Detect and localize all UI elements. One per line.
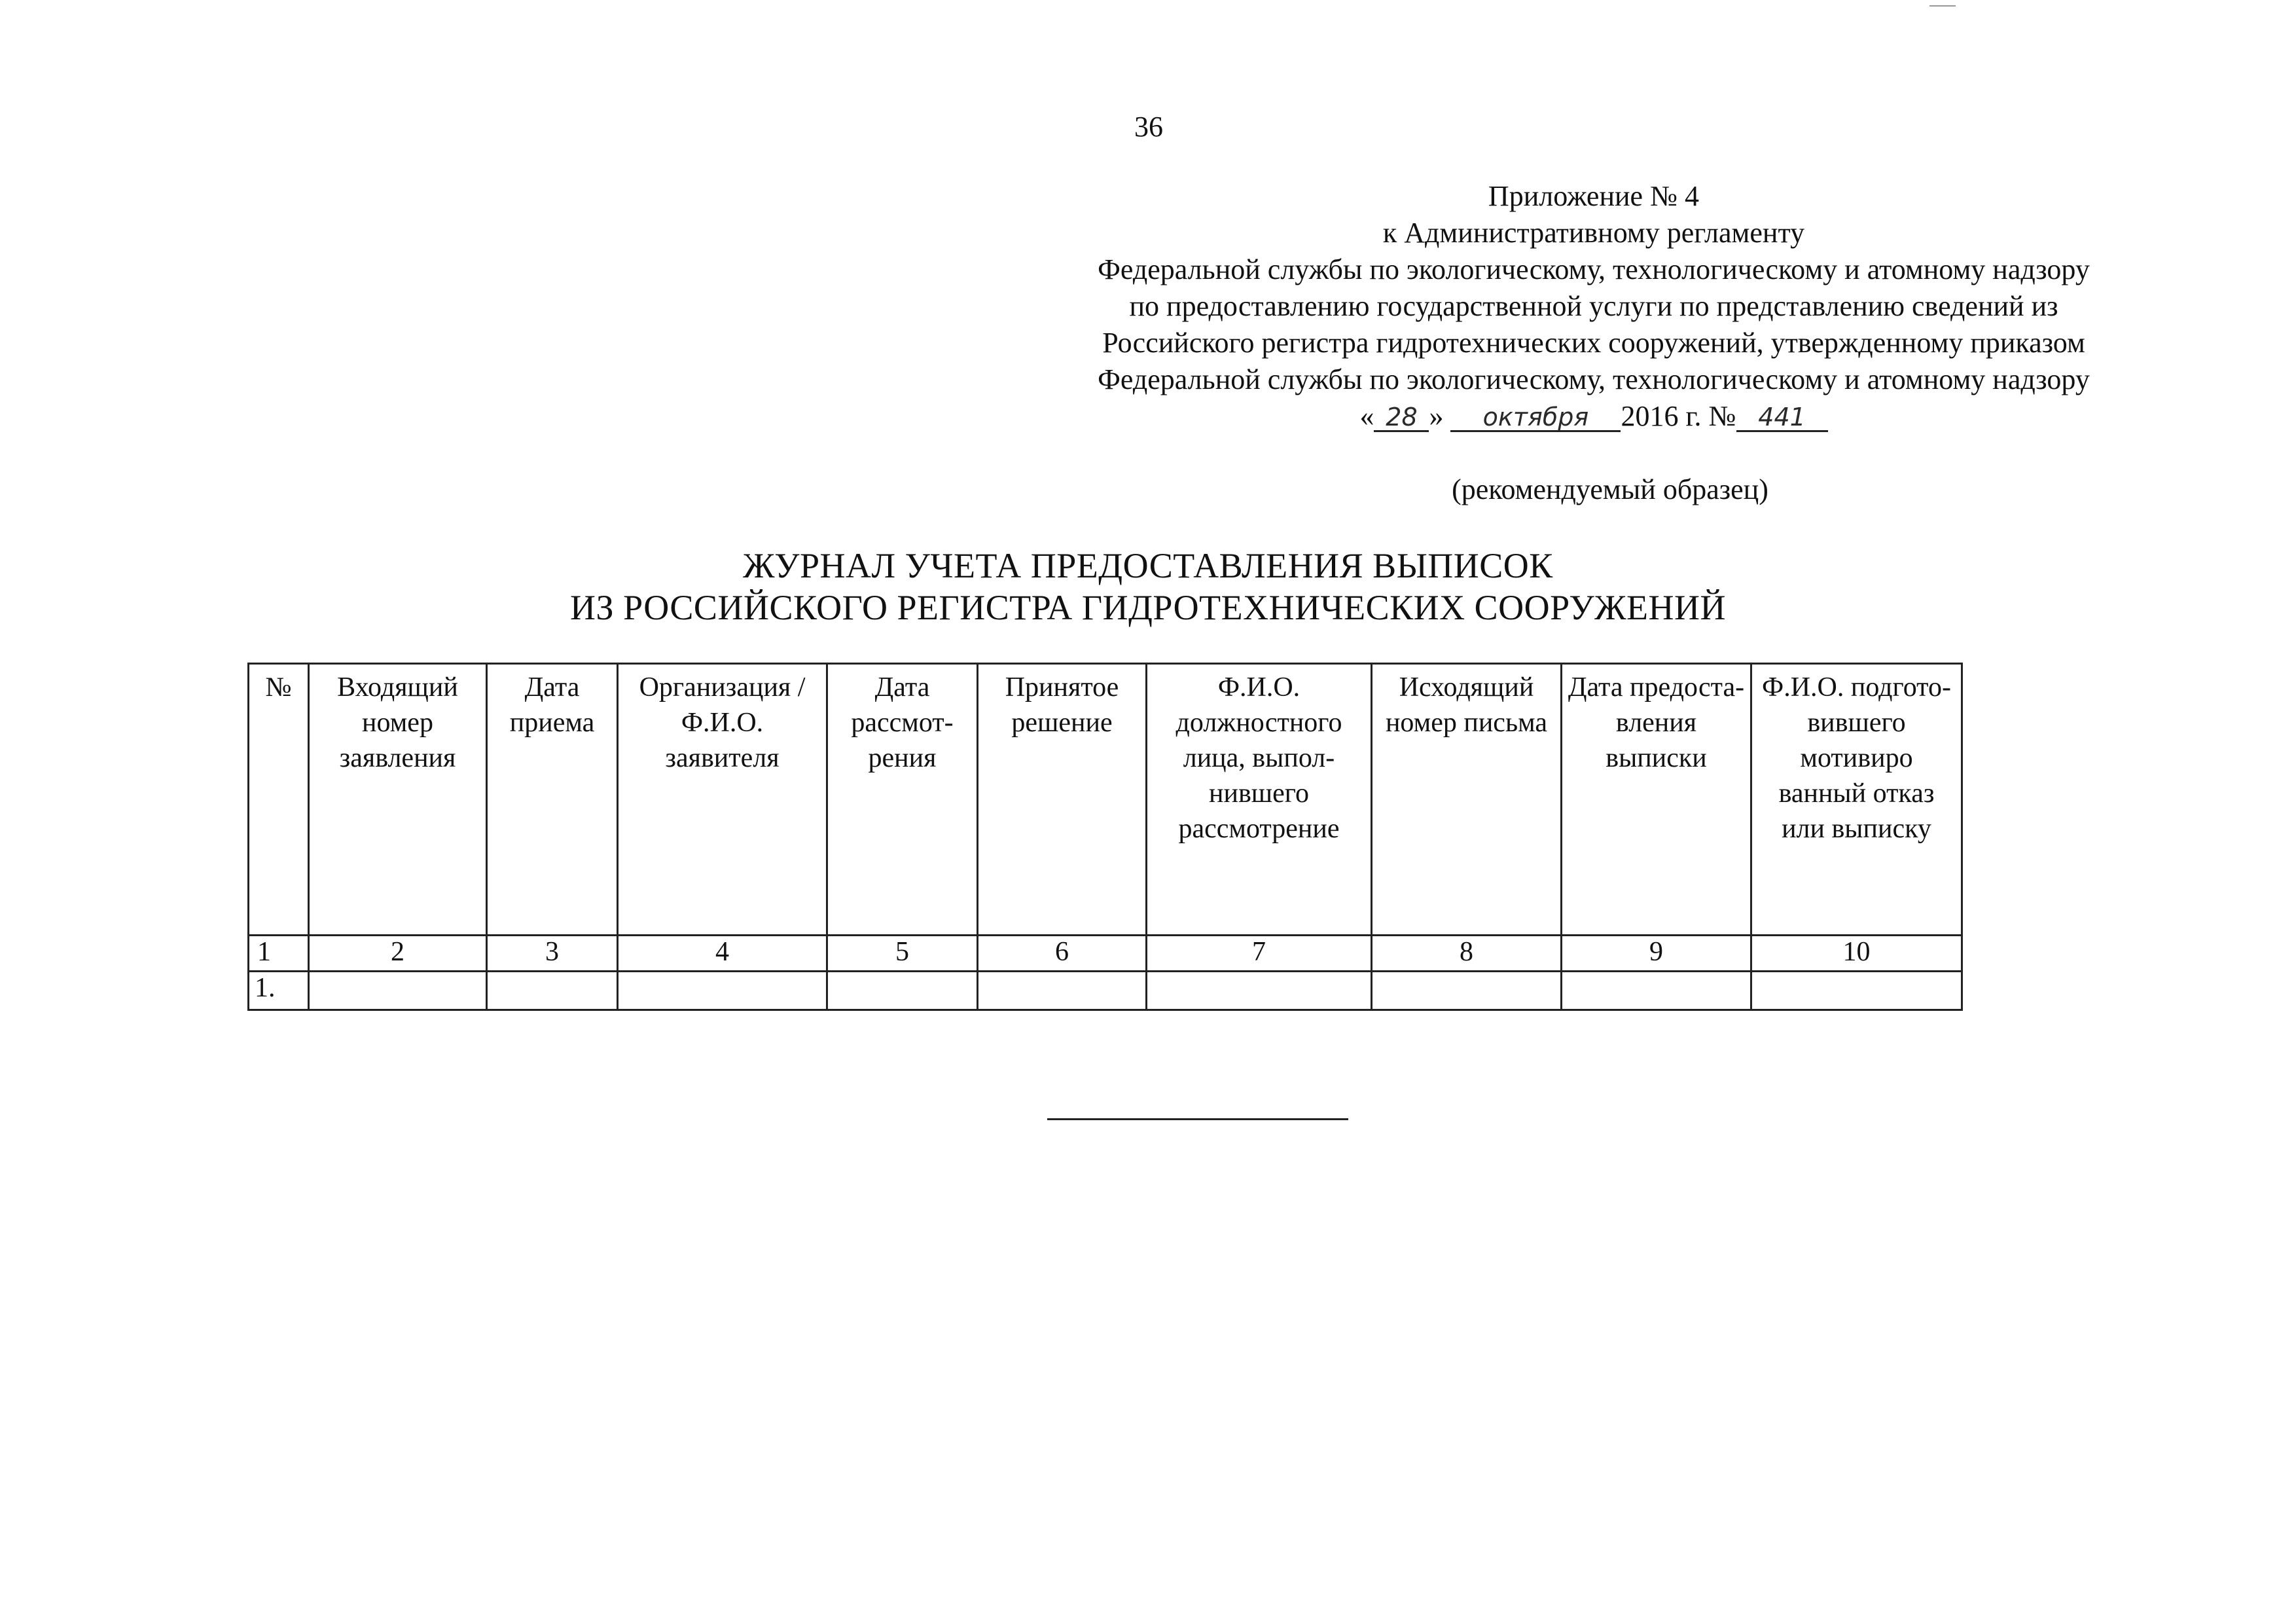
scan-corner-mark [1929, 5, 1956, 7]
table-cell [1562, 972, 1751, 1010]
appendix-line-5: Российского регистра гидротехнических сооружений, утвержденному приказом [1102, 327, 2085, 359]
column-number: 9 [1562, 936, 1751, 972]
column-number-row [249, 936, 1962, 972]
column-number: 4 [618, 936, 827, 972]
header-outgoing-number: Исходящий номер письма [1372, 664, 1562, 936]
table-cell [618, 972, 827, 1010]
column-number: 2 [309, 936, 487, 972]
appendix-line-4: по предоставлению государственной услуги по представлению сведений из [1129, 290, 2058, 322]
header-official: Ф.И.О. должностного лица, выпол-нившего рассмотрение [1147, 664, 1372, 936]
table-cell [827, 972, 978, 1010]
header-applicant: Организация /Ф.И.О. заявителя [618, 664, 827, 936]
table-cell [309, 972, 487, 1010]
header-incoming-number: Входящий номер заявления [309, 664, 487, 936]
column-number: 8 [1372, 936, 1562, 972]
appendix-line-6: Федеральной службы по экологическому, технологическому и атомному надзору [1098, 363, 2090, 395]
header-issue-date: Дата предоста-вления выписки [1562, 664, 1751, 936]
table-cell [487, 972, 618, 1010]
table-cell [1372, 972, 1562, 1010]
header-receipt-date: Дата приема [487, 664, 618, 936]
column-number: 7 [1147, 936, 1372, 972]
appendix-line-1: Приложение № 4 [1488, 180, 1700, 212]
title-line-1: ЖУРНАЛ УЧЕТА ПРЕДОСТАВЛЕНИЯ ВЫПИСОК [743, 546, 1553, 585]
header-decision: Принятое решение [978, 664, 1147, 936]
table-row [249, 972, 1962, 1010]
handwritten-month: октября [1450, 404, 1621, 432]
table-cell [1751, 972, 1962, 1010]
date-open-quote: « [1359, 400, 1374, 432]
table-cell [978, 972, 1147, 1010]
column-number: 10 [1751, 936, 1962, 972]
column-number: 5 [827, 936, 978, 972]
column-number: 1 [249, 936, 309, 972]
handwritten-day: 28 [1374, 404, 1429, 432]
header-number: № [249, 664, 309, 936]
footer-rule [1047, 1118, 1348, 1120]
column-number: 3 [487, 936, 618, 972]
date-close-quote: » [1429, 400, 1444, 432]
order-year-label: 2016 г. № [1621, 400, 1736, 432]
appendix-line-3: Федеральной службы по экологическому, технологическому и атомному надзору [1098, 253, 2090, 285]
appendix-line-2: к Административному регламенту [1382, 217, 1805, 249]
page-number: 36 [1134, 111, 1163, 143]
sample-note: (рекомендуемый образец) [1452, 473, 1768, 505]
document-title [493, 545, 1803, 629]
log-table [247, 663, 1963, 1011]
order-date-line [1021, 398, 2166, 435]
header-preparer: Ф.И.О. подгото-вившего мотивиро ванный отказ или выписку [1751, 664, 1962, 936]
title-line-2: ИЗ РОССИЙСКОГО РЕГИСТРА ГИДРОТЕХНИЧЕСКИХ СООРУЖЕНИЙ [570, 588, 1726, 627]
column-number: 6 [978, 936, 1147, 972]
handwritten-order-number: 441 [1736, 404, 1828, 432]
appendix-header [1021, 178, 2166, 435]
table-cell: 1. [249, 972, 309, 1010]
header-review-date: Дата рассмот-рения [827, 664, 978, 936]
table-cell [1147, 972, 1372, 1010]
table-header-row [249, 664, 1962, 936]
